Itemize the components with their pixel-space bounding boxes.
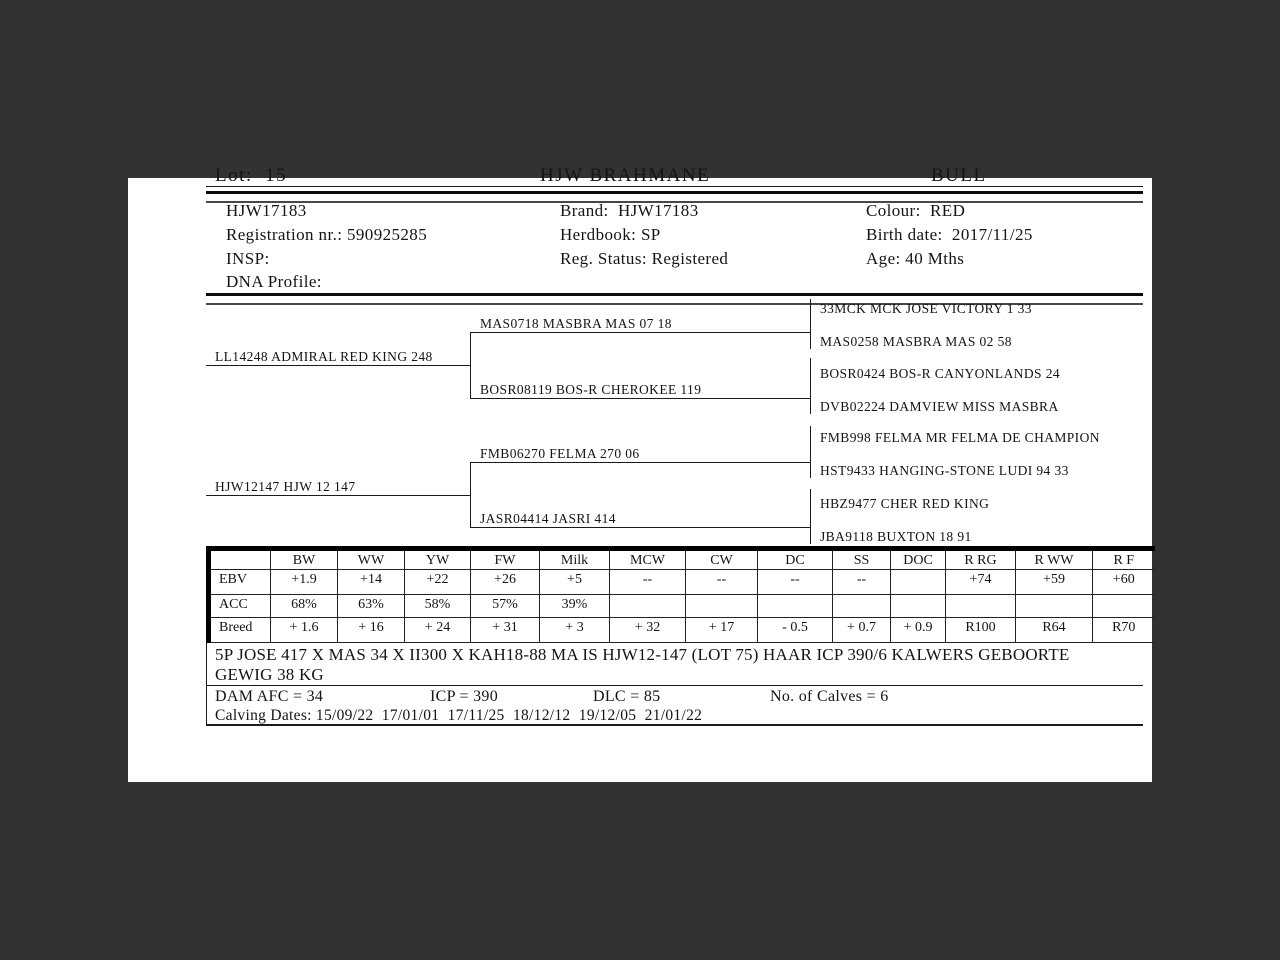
pedigree-great-2: MAS0258 MASBRA MAS 02 58	[820, 334, 1012, 349]
ebv-value-cell: +22	[405, 570, 471, 595]
ebv-value-cell: 58%	[405, 595, 471, 618]
ebv-column-header: SS	[833, 549, 891, 570]
ebv-value-cell: +1.9	[271, 570, 338, 595]
ebv-value-cell: + 0.7	[833, 618, 891, 643]
ebv-value-cell: + 32	[610, 618, 686, 643]
ebv-value-cell	[686, 595, 758, 618]
ebv-value-cell: +5	[540, 570, 610, 595]
breeding-note-line2: GEWIG 38 KG	[215, 665, 324, 684]
pedigree-great-1: 33MCK MCK JOSE VICTORY 1 33	[820, 301, 1032, 316]
ebv-column-header: DOC	[891, 549, 946, 570]
ebv-value-cell: 57%	[471, 595, 540, 618]
pedigree-line	[810, 426, 811, 478]
ebv-value-cell: 63%	[338, 595, 405, 618]
ebv-column-header: YW	[405, 549, 471, 570]
ebv-corner-cell	[209, 549, 271, 570]
pedigree-dam: HJW12147 HJW 12 147	[215, 479, 356, 494]
ebv-value-cell	[833, 595, 891, 618]
ebv-value-cell: --	[686, 570, 758, 595]
ebv-value-cell	[1093, 595, 1155, 618]
ebv-value-cell: R100	[946, 618, 1016, 643]
pedigree-great-3: BOSR0424 BOS-R CANYONLANDS 24	[820, 366, 1061, 381]
ebv-value-cell: +26	[471, 570, 540, 595]
ebv-row-label: EBV	[209, 570, 271, 595]
notes-bottom-rule	[206, 724, 1143, 726]
ebv-row-label: Breed	[209, 618, 271, 643]
ebv-value-cell: + 0.9	[891, 618, 946, 643]
ebv-value-cell: +59	[1016, 570, 1093, 595]
ebv-column-header: R WW	[1016, 549, 1093, 570]
sex-label: BULL	[931, 165, 987, 186]
pedigree-great-5: FMB998 FELMA MR FELMA DE CHAMPION	[820, 430, 1100, 445]
ebv-value-cell: + 24	[405, 618, 471, 643]
pedigree-sire-dam: BOSR08119 BOS-R CHEROKEE 119	[480, 382, 702, 397]
ebv-column-header: FW	[471, 549, 540, 570]
lot-number: Lot: 15	[215, 165, 288, 186]
ebv-value-cell	[946, 595, 1016, 618]
pedigree-line	[810, 358, 811, 414]
ebv-value-cell	[1016, 595, 1093, 618]
ebv-value-cell: R70	[1093, 618, 1155, 643]
ebv-value-cell: + 16	[338, 618, 405, 643]
ebv-value-cell: + 31	[471, 618, 540, 643]
pedigree-line	[470, 462, 810, 463]
pedigree-great-7: HBZ9477 CHER RED KING	[820, 496, 990, 511]
pedigree-line	[206, 495, 470, 496]
ebv-column-header: MCW	[610, 549, 686, 570]
ebv-value-cell	[610, 595, 686, 618]
pedigree-line	[470, 332, 810, 333]
pedigree-line	[206, 365, 470, 366]
ebv-value-cell: +14	[338, 570, 405, 595]
ebv-value-cell: - 0.5	[758, 618, 833, 643]
pedigree-dam-sire: FMB06270 FELMA 270 06	[480, 446, 640, 461]
ebv-column-header: R RG	[946, 549, 1016, 570]
ebv-value-cell: + 1.6	[271, 618, 338, 643]
dam-afc: DAM AFC = 34	[215, 688, 324, 705]
header-thin-rule	[206, 186, 1143, 187]
ebv-value-cell: + 17	[686, 618, 758, 643]
registration-number: Registration nr.: 590925285	[226, 225, 428, 244]
ebv-value-cell: + 3	[540, 618, 610, 643]
ebv-row-label: ACC	[209, 595, 271, 618]
ebv-column-header: Milk	[540, 549, 610, 570]
ebv-column-header: BW	[271, 549, 338, 570]
notes-mid-rule	[206, 685, 1143, 686]
ebv-value-cell: +74	[946, 570, 1016, 595]
ebv-value-cell: --	[610, 570, 686, 595]
pedigree-great-6: HST9433 HANGING-STONE LUDI 94 33	[820, 463, 1069, 478]
ebv-value-cell: --	[833, 570, 891, 595]
dlc: DLC = 85	[593, 688, 661, 705]
ebv-column-header: R F	[1093, 549, 1155, 570]
ebv-value-cell	[758, 595, 833, 618]
dna-profile-label: DNA Profile:	[226, 272, 322, 291]
pedigree-great-8: JBA9118 BUXTON 18 91	[820, 529, 972, 544]
calving-dates: Calving Dates: 15/09/22 17/01/01 17/11/25 18/12/12 19/12/05 21/01/22	[215, 707, 703, 724]
pedigree-great-4: DVB02224 DAMVIEW MISS MASBRA	[820, 399, 1059, 414]
ebv-column-header: WW	[338, 549, 405, 570]
pedigree-line	[470, 332, 471, 399]
ebv-value-cell: --	[758, 570, 833, 595]
breed-title: HJW BRAHMANE	[540, 165, 711, 186]
ebv-table	[206, 546, 1155, 643]
pedigree-line	[470, 527, 810, 528]
pedigree-dam-dam: JASR04414 JASRI 414	[480, 511, 616, 526]
reg-status: Reg. Status: Registered	[560, 249, 729, 268]
animal-id: HJW17183	[226, 201, 307, 220]
number-of-calves: No. of Calves = 6	[770, 688, 889, 705]
herdbook: Herdbook: SP	[560, 225, 661, 244]
ebv-column-header: CW	[686, 549, 758, 570]
pedigree-line	[470, 462, 471, 528]
brand: Brand: HJW17183	[560, 201, 699, 220]
ebv-value-cell: 68%	[271, 595, 338, 618]
birth-date: Birth date: 2017/11/25	[866, 225, 1033, 244]
age: Age: 40 Mths	[866, 249, 965, 268]
icp: ICP = 390	[430, 688, 499, 705]
colour: Colour: RED	[866, 201, 966, 220]
ebv-value-cell: +60	[1093, 570, 1155, 595]
pedigree-line	[470, 398, 810, 399]
catalog-page	[128, 165, 1152, 782]
insp-label: INSP:	[226, 249, 270, 268]
breeding-note-line1: 5P JOSE 417 X MAS 34 X II300 X KAH18-88 MA IS HJW12-147 (LOT 75) HAAR ICP 390/6 KALWERS GEBOORTE	[215, 645, 1070, 664]
ebv-value-cell: 39%	[540, 595, 610, 618]
ebv-column-header: DC	[758, 549, 833, 570]
ebv-value-cell: R64	[1016, 618, 1093, 643]
pedigree-sire: LL14248 ADMIRAL RED KING 248	[215, 349, 433, 364]
pedigree-sire-sire: MAS0718 MASBRA MAS 07 18	[480, 316, 672, 331]
ebv-value-cell	[891, 595, 946, 618]
pedigree-line	[810, 489, 811, 544]
ebv-value-cell	[891, 570, 946, 595]
pedigree-line	[810, 299, 811, 349]
